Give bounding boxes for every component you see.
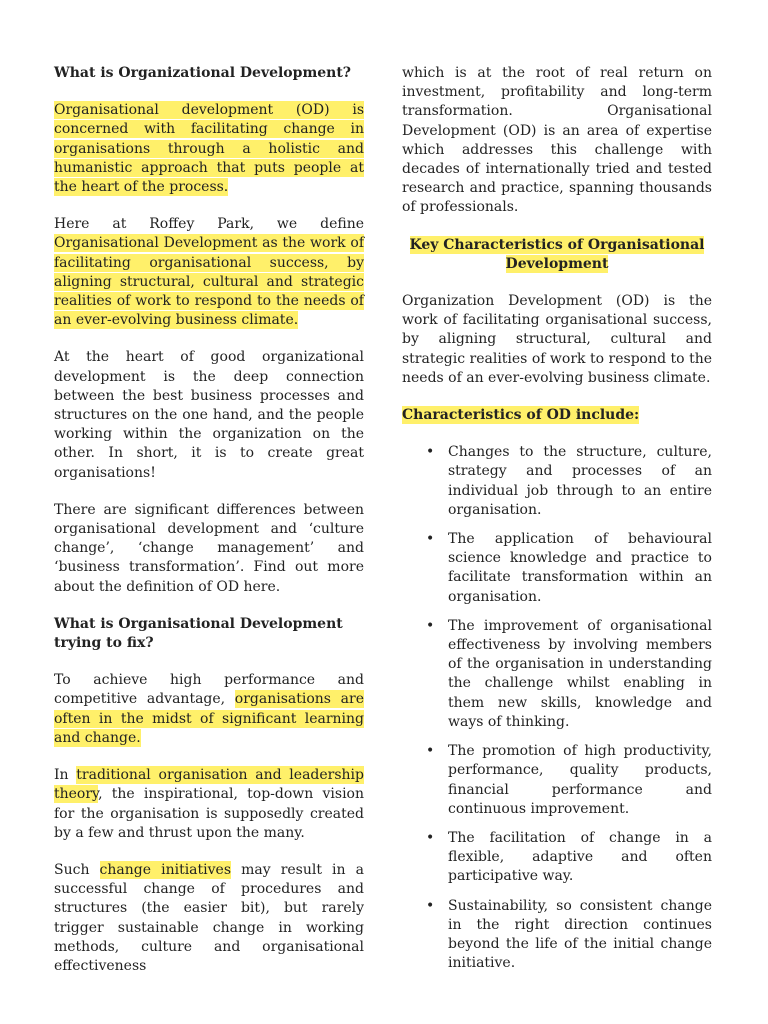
list-item-text: Changes to the structure, culture, strategy and processes of an individual job through to an entire organisation. <box>448 444 712 518</box>
paragraph-return-on-investment: which is at the root of real return on investment, profitability and long-term transformation. Organisational Development (OD) is an area of expertise which addresses this challenge with decades of internationally tried and tested research and practice, spanning thousands of professionals. <box>402 65 712 216</box>
text-traditional-intro: In <box>54 767 77 784</box>
list-item-text: The facilitation of change in a flexible, adaptive and often participative way. <box>448 829 712 885</box>
list-item <box>426 617 712 732</box>
characteristics-list <box>402 443 712 973</box>
list-item <box>426 897 712 974</box>
highlight-change-initiatives: change initiatives <box>99 861 231 878</box>
highlight-traditional-theory: traditional organisation and leadership theory <box>54 767 364 803</box>
paragraph-traditional-theory <box>54 766 364 843</box>
paragraph-od-definition <box>54 101 364 197</box>
text-high-performance-intro: To achieve high performance and competitive advantage, <box>54 672 364 708</box>
highlight-roffey-definition: Organisational Development as the work of facilitating organisational success, by aligning structural, cultural and strategic realities of work to respond to the needs of an ever-evolving business climate. <box>54 235 364 329</box>
text-change-intro: Such <box>54 861 100 878</box>
list-item <box>426 530 712 607</box>
heading-characteristics-include <box>402 406 712 425</box>
paragraph-high-performance <box>54 671 364 748</box>
list-item-text: The application of behavioural science knowledge and practice to facilitate transformation within an organisation. <box>448 531 712 605</box>
list-item-text: Sustainability, so consistent change in the right direction continues beyond the life of the initial change initiative. <box>448 897 712 972</box>
heading-what-is-od: What is Organizational Development? <box>54 65 352 81</box>
paragraph-heart-of-od: At the heart of good organizational development is the deep connection between the best business processes and structures on the one hand, and the people working within the organization on the other. In short, it is to create great organisations! <box>54 349 364 481</box>
list-item <box>426 443 712 520</box>
bullet-icon: • <box>426 743 435 760</box>
text-roffey-intro: Here at Roffey Park, we define <box>54 216 364 233</box>
bullet-icon: • <box>426 617 435 634</box>
list-item-text: The improvement of organisational effectiveness by involving members of the organisation in understanding the challenge whilst enabling in them new skills, knowledge and ways of thinking. <box>448 617 712 730</box>
highlight-od-definition: Organisational development (OD) is concerned with facilitating change in organisations through a holistic and humanistic approach that puts people at the heart of the process. <box>54 102 364 196</box>
heading-od-trying-to-fix: What is Organisational Development trying to fix? <box>54 615 343 652</box>
left-column <box>54 64 364 976</box>
bullet-icon: • <box>426 531 435 548</box>
list-item <box>426 829 712 887</box>
highlight-characteristics-include: Characteristics of OD include: <box>402 407 640 424</box>
list-item <box>426 742 712 819</box>
bullet-icon: • <box>426 444 435 461</box>
highlight-significant-learning: organisations are often in the midst of significant learning and change. <box>54 691 364 746</box>
highlight-key-characteristics-line2: Development <box>505 255 609 272</box>
text-traditional-rest: , the inspirational, top-down vision for the organisation is supposedly created by a few and thrust upon the many. <box>54 786 364 841</box>
heading-key-characteristics <box>402 236 712 274</box>
bullet-icon: • <box>426 829 435 846</box>
paragraph-roffey-park <box>54 215 364 330</box>
paragraph-differences: There are significant differences between organisational development and ‘culture change’, ‘change management’ and ‘business transformation’. Find out more about the definition of OD here. <box>54 501 364 595</box>
list-item-text: The promotion of high productivity, performance, quality products, financial performance and continuous improvement. <box>448 743 712 817</box>
bullet-icon: • <box>426 897 435 914</box>
paragraph-od-work: Organization Development (OD) is the work of facilitating organisational success, by aligning structural, cultural and strategic realities of work to respond to the needs of an ever-evolving business climate. <box>402 293 712 386</box>
paragraph-change-initiatives <box>54 861 364 976</box>
highlight-key-characteristics-line1: Key Characteristics of Organisational <box>409 236 705 253</box>
right-column <box>402 64 712 983</box>
text-change-rest: may result in a successful change of procedures and structures (the easier bit), but rarely trigger sustainable change in working methods, culture and organisational effectiveness <box>54 861 364 974</box>
